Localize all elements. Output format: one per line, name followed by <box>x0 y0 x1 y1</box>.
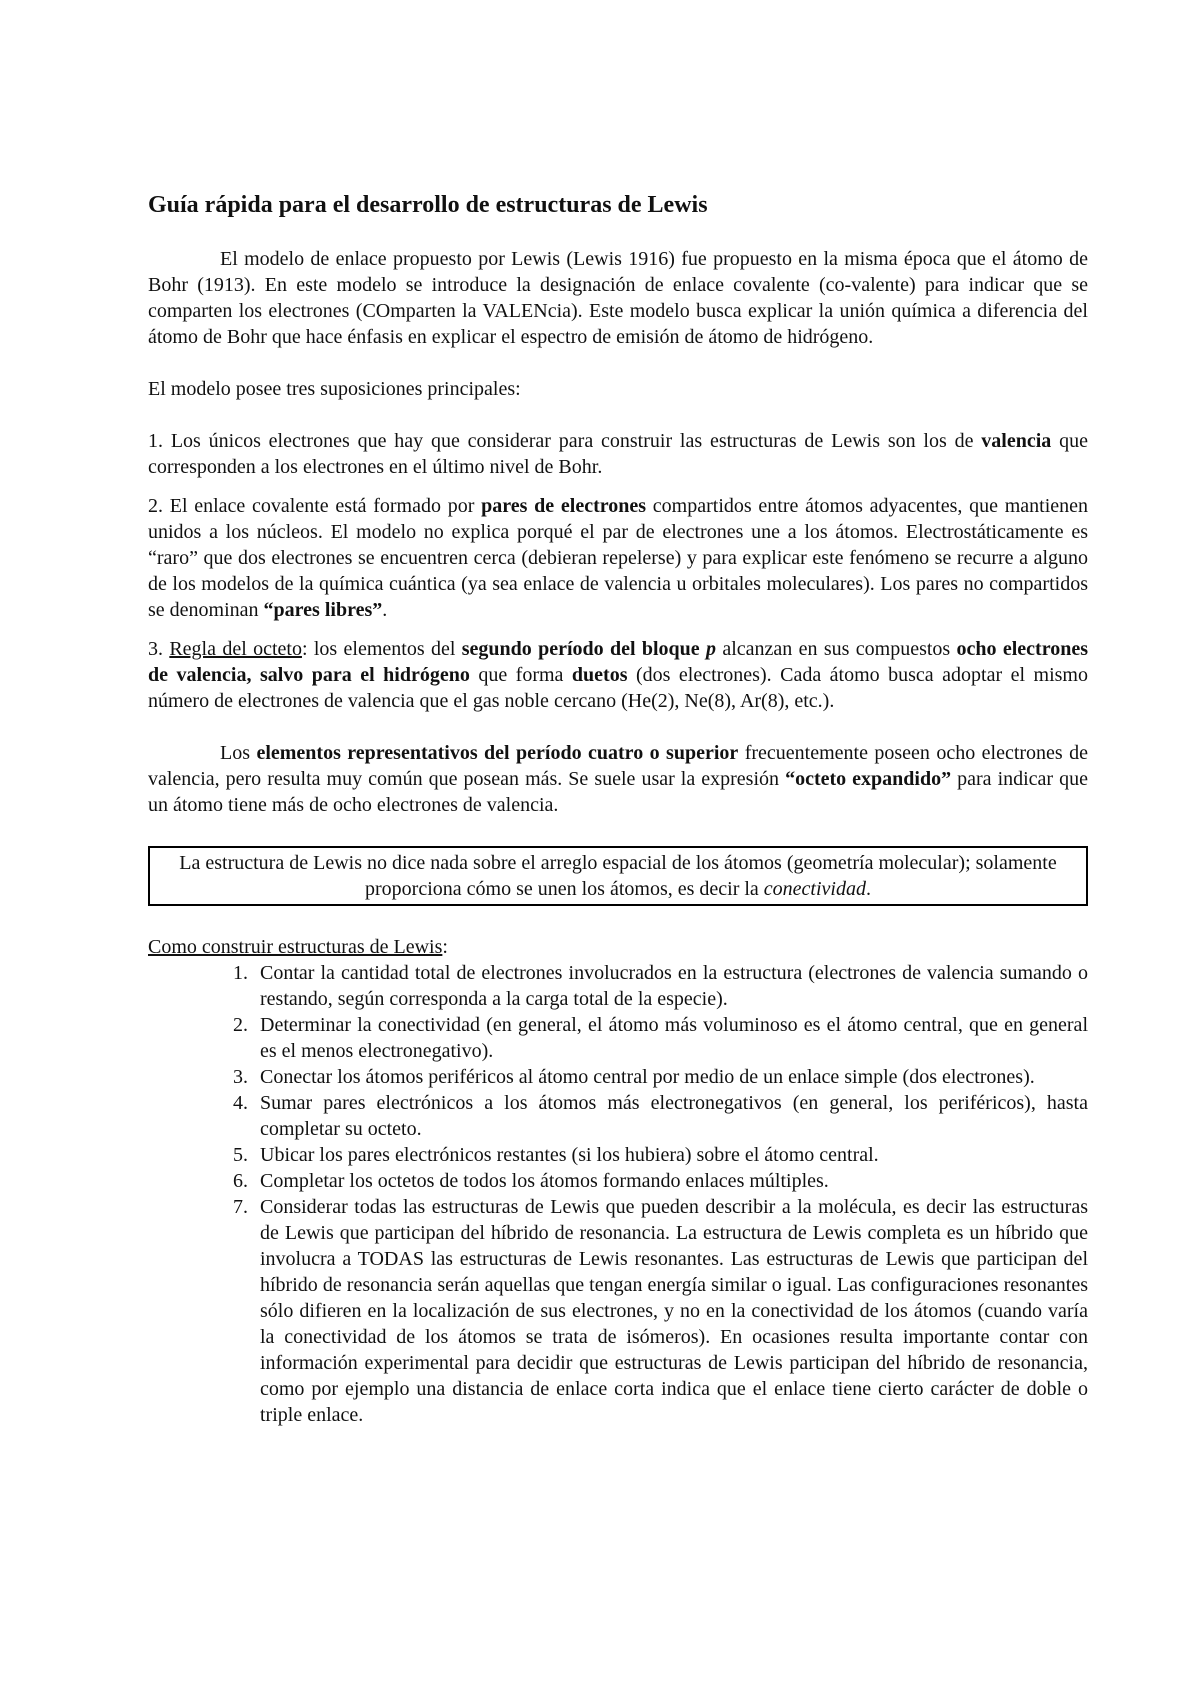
underlined-term: Regla del octeto <box>169 638 302 660</box>
list-item: 3. Conectar los átomos periféricos al átomo central por medio de un enlace simple (dos electrones). <box>233 1066 1035 1088</box>
document-page <box>148 190 1088 1428</box>
bold-term: elementos representativos del período cuatro o superior <box>256 742 739 764</box>
bold-term: “octeto expandido” <box>785 768 952 790</box>
bold-term: pares de electrones <box>481 495 647 517</box>
list-item: 7. Considerar todas las estructuras de Lewis que pueden describir a la molécula, es decir las estructuras de Lewis que participan del híbrido de resonancia. La estructura de Lewis completa es un híbrido que involucra a TODAS las estructuras de Lewis resonantes. Las estructuras de Lewis que participan del híbrido de resonancia serán aquellas que tengan energía similar o igual. Las configuraciones resonantes sólo difieren en la localización de sus electrones, y no en la conectividad de los átomos (cuando varía la conectividad de los átomos se trata de isómeros). En ocasiones resulta importante contar con información experimental para decidir que estructuras de Lewis participan del híbrido de resonancia, como por ejemplo una distancia de enlace corta indica que el enlace tiene cierto carácter de doble o triple enlace. <box>233 1196 1088 1426</box>
bold-term: “pares libres” <box>263 599 383 621</box>
bold-term: duetos <box>571 664 628 686</box>
representative-paragraph: Los elementos representativos del período cuatro o superior frecuentemente poseen ocho electrones de valencia, pero resulta muy común que posean más. Se suele usar la expresión “octeto expandido” para indicar que un átomo tiene más de ocho electrones de valencia. <box>148 742 1089 816</box>
list-item: 2. Determinar la conectividad (en general, el átomo más voluminoso es el átomo central, que en general es el menos electronegativo). <box>233 1014 1088 1062</box>
list-item: 4. Sumar pares electrónicos a los átomos más electronegativos (en general, los periféricos), hasta completar su octeto. <box>233 1092 1088 1140</box>
list-item: 5. Ubicar los pares electrónicos restantes (si los hubiera) sobre el átomo central. <box>233 1144 879 1166</box>
assumption-2: 2. El enlace covalente está formado por pares de electrones compartidos entre átomos adyacentes, que mantienen unidos a los núcleos. El modelo no explica porqué el par de electrones une a los átomos. Electrostáticamente es “raro” que dos electrones se encuentren cerca (debieran repelerse) y para explicar este fenómeno se recurre a alguno de los modelos de la química cuántica (ya sea enlace de valencia u orbitales moleculares). Los pares no compartidos se denominan “pares libres”. <box>148 495 1089 621</box>
bold-term: valencia <box>981 430 1052 452</box>
assumptions-intro: El modelo posee tres suposiciones principales: <box>148 378 521 400</box>
assumption-3: 3. Regla del octeto: los elementos del segundo período del bloque p alcanzan en sus compuestos ocho electrones de valencia, salvo para el hidrógeno que forma duetos (dos electrones). Cada átomo busca adoptar el mismo número de electrones de valencia que el gas noble cercano (He(2), Ne(8), Ar(8), etc.). <box>148 638 1089 712</box>
highlight-box: La estructura de Lewis no dice nada sobre el arreglo espacial de los átomos (geometría molecular); solamente proporciona cómo se unen los átomos, es decir la conectividad. <box>148 846 1088 906</box>
bold-term: ocho electrones de valencia, salvo para el hidrógeno <box>148 638 1089 686</box>
italic-term: conectividad <box>763 878 866 900</box>
bold-term: segundo período del bloque p <box>461 638 717 660</box>
page-title: Guía rápida para el desarrollo de estructuras de Lewis <box>148 192 708 218</box>
list-item: 6. Completar los octetos de todos los átomos formando enlaces múltiples. <box>233 1170 829 1192</box>
list-item: 1. Contar la cantidad total de electrones involucrados en la estructura (electrones de valencia sumando o restando, según corresponda a la carga total de la especie). <box>233 962 1088 1010</box>
intro-paragraph: El modelo de enlace propuesto por Lewis (Lewis 1916) fue propuesto en la misma época que el átomo de Bohr (1913). En este modelo se introduce la designación de enlace covalente (co-valente) para indicar que se comparten los electrones (COmparten la VALENcia). Este modelo busca explicar la unión química a diferencia del átomo de Bohr que hace énfasis en explicar el espectro de emisión de átomo de hidrógeno. <box>148 248 1088 348</box>
steps-list <box>148 960 1088 1428</box>
assumption-1: 1. Los únicos electrones que hay que considerar para construir las estructuras de Lewis son los de valencia que corresponden a los electrones en el último nivel de Bohr. <box>148 430 1088 478</box>
steps-heading: Como construir estructuras de Lewis: <box>148 936 448 958</box>
